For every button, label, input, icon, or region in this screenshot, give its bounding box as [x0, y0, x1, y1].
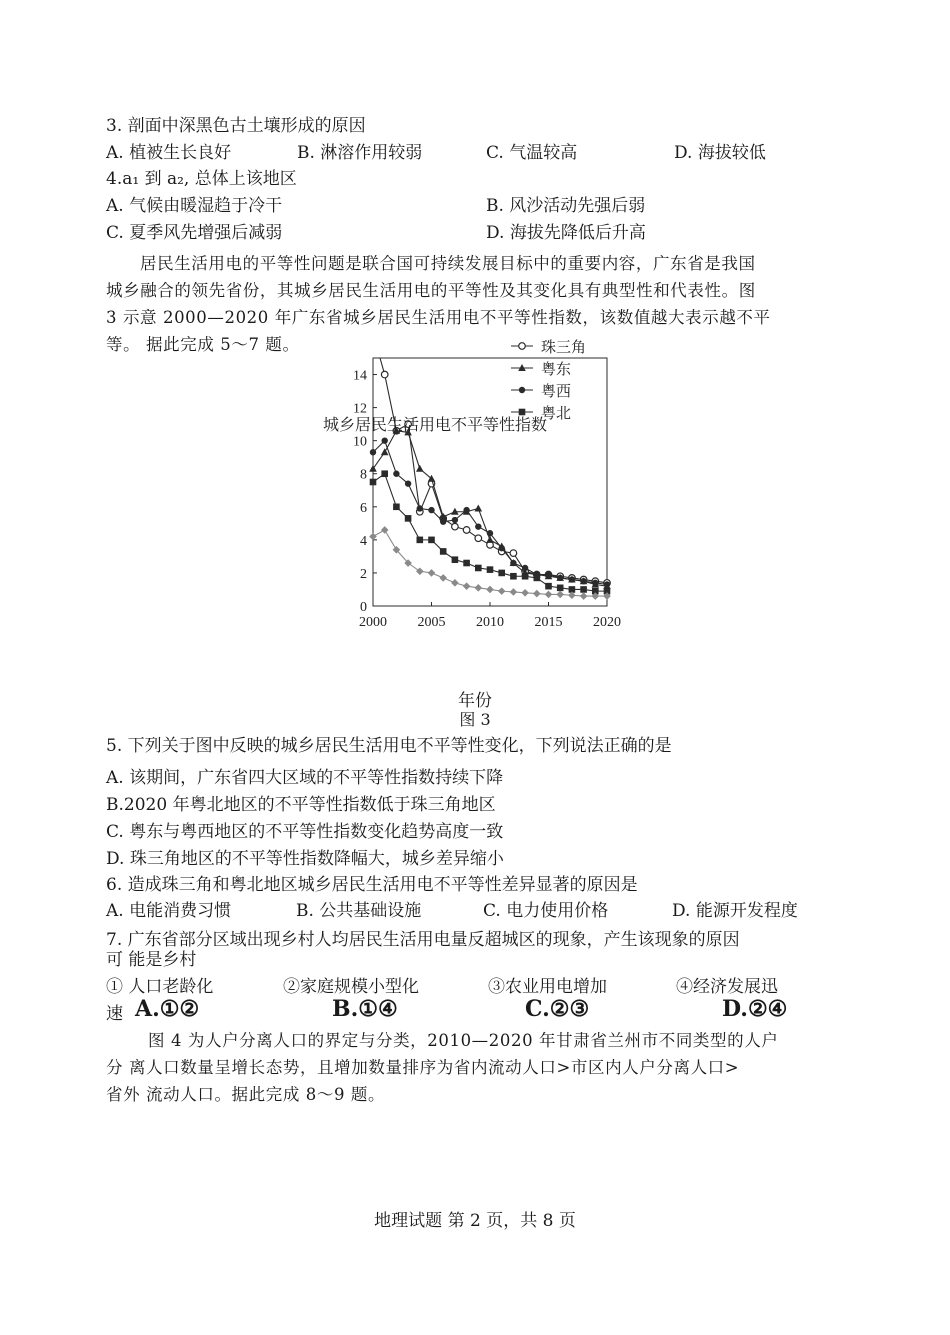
- data-point-diamond: [428, 569, 436, 577]
- q6-option-d: D. 能源开发程度: [672, 901, 798, 921]
- data-point-filled-circle: [370, 449, 376, 455]
- legend-label: 珠三角: [541, 338, 587, 356]
- intro-line: 省外 流动人口。据此完成 8～9 题。: [106, 1085, 386, 1104]
- q3-option-d: D. 海拔较低: [674, 143, 766, 163]
- x-tick-label: 2010: [476, 615, 504, 630]
- legend-label: 粤西: [541, 382, 572, 400]
- q4-stem: 4.a₁ 到 a₂, 总体上该地区: [106, 169, 297, 189]
- data-point-square: [557, 585, 564, 592]
- data-point-filled-circle: [545, 571, 551, 577]
- data-point-filled-circle: [519, 387, 525, 393]
- data-point-diamond: [369, 533, 377, 541]
- legend-label: 粤东: [541, 360, 572, 378]
- q7-stem-cont: 可 能是乡村: [106, 950, 197, 970]
- data-point-square: [452, 556, 459, 563]
- data-point-diamond: [486, 586, 494, 594]
- q7-item-2: ②家庭规模小型化: [283, 977, 419, 997]
- data-point-filled-circle: [417, 505, 423, 511]
- data-point-filled-circle: [428, 507, 434, 513]
- q6-option-c: C. 电力使用价格: [483, 901, 609, 921]
- data-point-filled-circle: [580, 578, 586, 584]
- intro-paragraph-8-9: [106, 1027, 841, 1108]
- intro-paragraph-5-7: [106, 250, 841, 358]
- q7-item-3: ③农业用电增加: [488, 977, 607, 997]
- data-point-square: [428, 537, 435, 544]
- x-tick-label: 2000: [359, 615, 387, 630]
- data-point-open-circle: [452, 523, 459, 530]
- data-point-filled-circle: [487, 530, 493, 536]
- data-point-diamond: [533, 590, 541, 598]
- legend-label: 粤北: [541, 404, 572, 422]
- data-point-filled-circle: [405, 480, 411, 486]
- data-point-square: [463, 560, 470, 567]
- figure-caption: 图 3: [459, 710, 491, 729]
- y-tick-label: 12: [353, 401, 367, 417]
- data-point-filled-circle: [382, 437, 388, 443]
- q7-option-c: C.②③: [525, 996, 590, 1022]
- q5-stem: 5. 下列关于图中反映的城乡居民生活用电不平等性变化，下列说法正确的是: [106, 736, 672, 756]
- y-tick-label: 14: [353, 368, 367, 384]
- data-point-square: [417, 537, 424, 544]
- data-point-square: [510, 573, 517, 580]
- chart-y-axis-label: 城乡居民生活用电不平等性指数: [323, 415, 548, 434]
- data-point-open-circle: [463, 527, 470, 534]
- data-point-square: [440, 548, 447, 555]
- q7-item-1: ① 人口老龄化: [106, 977, 214, 997]
- y-tick-label: 6: [360, 500, 367, 516]
- data-point-triangle: [416, 465, 424, 472]
- data-point-diamond: [475, 584, 483, 592]
- data-point-open-circle: [381, 371, 388, 378]
- q4-option-d: D. 海拔先降低后升高: [486, 223, 646, 243]
- data-point-filled-circle: [499, 545, 505, 551]
- data-point-square: [545, 583, 552, 590]
- data-point-square: [580, 586, 587, 593]
- x-tick-label: 2005: [417, 615, 446, 630]
- q4-option-c: C. 夏季风先增强后减弱: [106, 223, 283, 243]
- data-point-square: [370, 479, 377, 486]
- data-point-diamond: [510, 588, 518, 596]
- page-footer: 地理试题 第 2 页，共 8 页: [374, 1211, 576, 1231]
- q3-option-b: B. 淋溶作用较弱: [297, 143, 423, 163]
- q5-option-a: A. 该期间，广东省四大区域的不平等性指数持续下降: [106, 768, 504, 788]
- intro-line: 3 示意 2000—2020 年广东省城乡居民生活用电不平等性指数，该数值越大表示越不平: [106, 308, 771, 327]
- q7-item-4: ④经济发展迅: [676, 977, 778, 997]
- figure-3-line-chart: [315, 338, 635, 640]
- q5-option-c: C. 粤东与粤西地区的不平等性指数变化趋势高度一致: [106, 822, 504, 842]
- q7-option-d: D.②④: [722, 996, 788, 1022]
- data-point-square: [475, 565, 482, 572]
- data-point-filled-circle: [569, 576, 575, 582]
- q6-option-b: B. 公共基础设施: [296, 901, 422, 921]
- data-point-filled-circle: [393, 471, 399, 477]
- data-point-diamond: [498, 587, 506, 595]
- x-tick-label: 2020: [593, 615, 621, 630]
- data-point-open-circle: [510, 550, 517, 557]
- q7-option-b: B.①④: [332, 996, 398, 1022]
- data-point-square: [534, 575, 541, 582]
- data-point-diamond: [381, 526, 389, 534]
- q4-option-b: B. 风沙活动先强后弱: [486, 196, 646, 216]
- data-point-filled-circle: [440, 518, 446, 524]
- y-tick-label: 4: [360, 533, 367, 549]
- data-point-filled-circle: [592, 580, 598, 586]
- data-point-square: [498, 570, 505, 577]
- data-point-square: [405, 515, 412, 522]
- q3-option-a: A. 植被生长良好: [106, 143, 232, 163]
- q4-option-a: A. 气候由暖湿趋于冷干: [106, 196, 283, 216]
- y-tick-label: 10: [353, 434, 367, 450]
- x-tick-label: 2015: [534, 615, 563, 630]
- intro-line: 图 4 为人户分离人口的界定与分类，2010—2020 年甘肃省兰州市不同类型的人户: [148, 1031, 779, 1050]
- intro-line: 城乡融合的领先省份，其城乡居民生活用电的平等性及其变化具有典型性和代表性。图: [106, 281, 756, 300]
- data-point-filled-circle: [604, 581, 610, 587]
- q7-item-4-tail: 速: [106, 1004, 123, 1024]
- data-point-filled-circle: [475, 523, 481, 529]
- y-tick-label: 2: [360, 566, 367, 582]
- data-point-diamond: [545, 591, 553, 599]
- data-point-diamond: [556, 591, 564, 599]
- data-point-filled-circle: [510, 560, 516, 566]
- data-point-diamond: [451, 579, 459, 587]
- q7-stem: 7. 广东省部分区域出现乡村人均居民生活用电量反超城区的现象，产生该现象的原因: [106, 930, 740, 950]
- q7-option-a: A.①②: [135, 996, 200, 1022]
- data-point-filled-circle: [463, 507, 469, 513]
- data-point-diamond: [416, 567, 424, 575]
- data-point-diamond: [463, 582, 471, 590]
- y-tick-label: 8: [360, 467, 367, 483]
- intro-line: 等。 据此完成 5～7 题。: [106, 335, 300, 354]
- data-point-diamond: [580, 592, 588, 600]
- data-point-open-circle: [519, 343, 526, 350]
- data-point-triangle: [475, 504, 483, 511]
- q5-option-b: B.2020 年粤北地区的不平等性指数低于珠三角地区: [106, 795, 496, 815]
- data-point-filled-circle: [452, 517, 458, 523]
- chart-x-axis-label: 年份: [458, 691, 492, 711]
- data-point-diamond: [521, 589, 529, 597]
- q6-option-a: A. 电能消费习惯: [106, 901, 232, 921]
- data-point-square: [487, 566, 494, 573]
- data-point-filled-circle: [557, 575, 563, 581]
- q5-option-d: D. 珠三角地区的不平等性指数降幅大，城乡差异缩小: [106, 849, 504, 869]
- data-point-square: [522, 573, 529, 580]
- data-point-filled-circle: [522, 565, 528, 571]
- data-point-square: [393, 504, 400, 511]
- q3-stem: 3. 剖面中深黑色古土壤形成的原因: [106, 116, 366, 136]
- intro-line: 居民生活用电的平等性问题是联合国可持续发展目标中的重要内容，广东省是我国: [140, 254, 756, 273]
- q3-option-c: C. 气温较高: [486, 143, 578, 163]
- y-tick-label: 0: [360, 600, 367, 615]
- intro-line: 分 离人口数量呈增长态势，且增加数量排序为省内流动人口>市区内人户分离人口>: [106, 1058, 740, 1077]
- data-point-diamond: [439, 574, 447, 582]
- data-point-square: [381, 470, 388, 477]
- q6-stem: 6. 造成珠三角和粤北地区城乡居民生活用电不平等性差异显著的原因是: [106, 875, 638, 895]
- data-point-open-circle: [475, 535, 482, 542]
